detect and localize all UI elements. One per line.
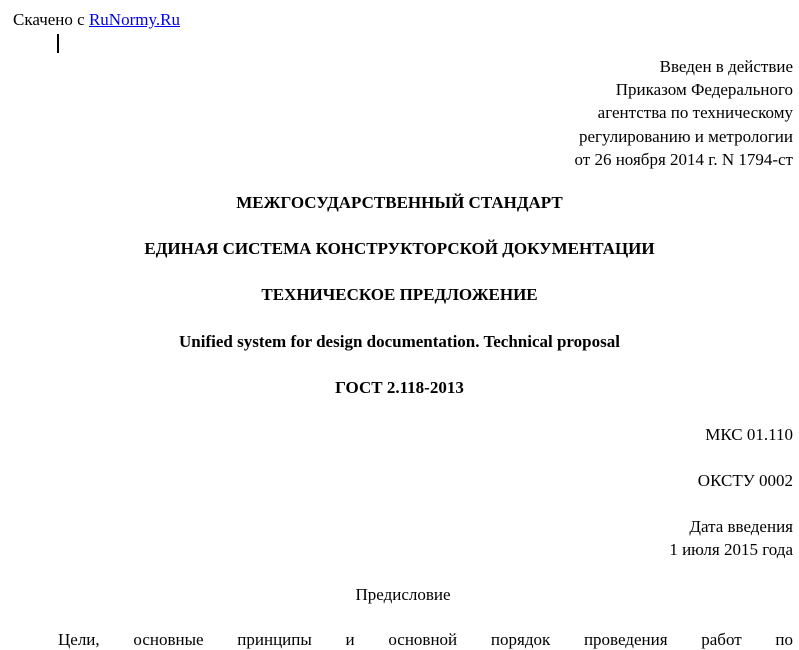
approval-line: от 26 ноября 2014 г. N 1794-ст (574, 149, 793, 169)
system-name-heading: ЕДИНАЯ СИСТЕМА КОНСТРУКТОРСКОЙ ДОКУМЕНТАЦИИ (144, 239, 655, 258)
okstu-code: ОКСТУ 0002 (697, 471, 793, 490)
source-link[interactable]: RuNormy.Ru (88, 10, 180, 29)
standard-designation: ГОСТ 2.118-2013 (335, 378, 464, 397)
effective-date-value: 1 июля 2015 года (669, 540, 793, 559)
source-line (13, 9, 180, 31)
text-cursor (57, 34, 59, 53)
approval-line: Введен в действие (659, 57, 793, 76)
standard-type-heading: МЕЖГОСУДАРСТВЕННЫЙ СТАНДАРТ (236, 193, 563, 212)
document-title-en: Unified system for design documentation. Technical proposal (179, 332, 620, 351)
preface-heading: Предисловие (355, 585, 451, 604)
approval-line: регулированию и метрологии (578, 126, 793, 146)
preface-paragraph: Цели, основные принципы и основной порядок проведения работ по (58, 630, 793, 649)
effective-date-label: Дата введения (689, 517, 793, 536)
source-prefix: Скачено с (13, 10, 89, 29)
mks-code: МКС 01.110 (705, 425, 793, 444)
approval-line: Приказом Федерального (615, 80, 793, 100)
document-title: ТЕХНИЧЕСКОЕ ПРЕДЛОЖЕНИЕ (261, 285, 538, 304)
approval-line: агентства по техническому (597, 103, 793, 123)
approval-block (575, 55, 794, 171)
